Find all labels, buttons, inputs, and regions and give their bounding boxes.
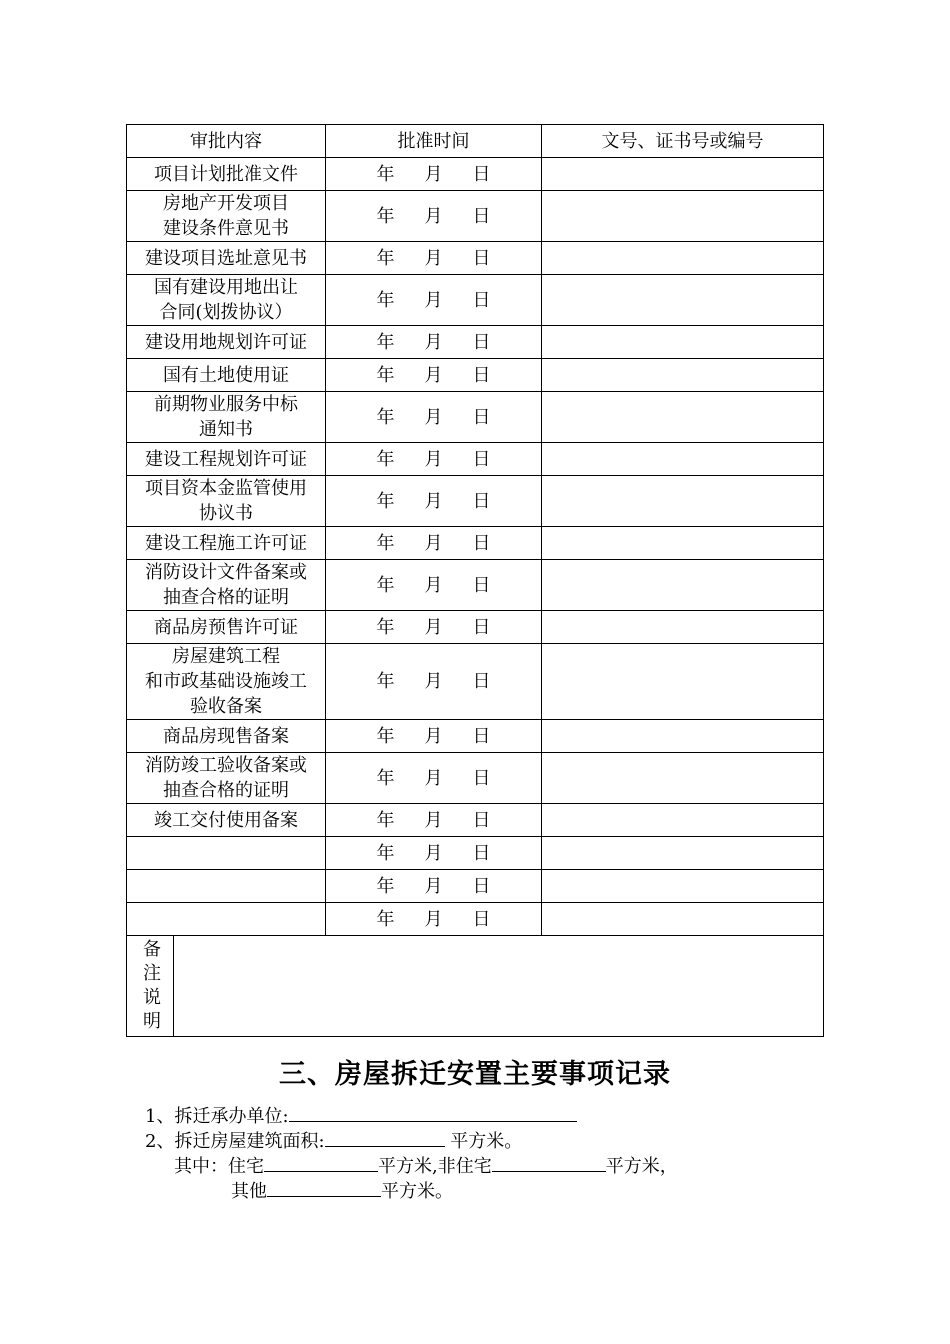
other-area-field[interactable] (267, 1178, 381, 1197)
approval-item-text: 国有建设用地出让 (154, 277, 298, 298)
approval-item-text: 建设用地规划许可证 (145, 331, 307, 353)
date-parts (377, 447, 491, 472)
table-row (127, 870, 824, 903)
date-day-label: 日 (472, 163, 491, 185)
approval-date[interactable] (326, 392, 542, 443)
date-day-label: 日 (472, 490, 491, 512)
document-number-cell[interactable] (542, 527, 824, 560)
date-month-label: 月 (424, 908, 443, 930)
approval-item (127, 870, 326, 903)
date-parts (377, 489, 491, 514)
approval-item-text: 合同(划拨协议） (159, 302, 293, 323)
date-year-label: 年 (376, 842, 395, 864)
date-month-label: 月 (424, 725, 443, 747)
date-day-label: 日 (472, 725, 491, 747)
date-day-label: 日 (472, 875, 491, 897)
approval-date[interactable] (326, 158, 542, 191)
approval-date[interactable] (326, 837, 542, 870)
approval-item-text: 国有土地使用证 (163, 364, 289, 386)
approval-date[interactable] (326, 359, 542, 392)
approval-item (127, 644, 326, 720)
date-month-label: 月 (424, 532, 443, 554)
approval-item-text: 建设工程施工许可证 (145, 532, 307, 554)
document-number-cell[interactable] (542, 359, 824, 392)
document-number-cell[interactable] (542, 158, 824, 191)
table-row (127, 804, 824, 837)
date-day-label: 日 (472, 574, 491, 596)
table-row (127, 753, 824, 804)
remarks-label-char: 备 (143, 939, 161, 960)
document-number-cell[interactable] (542, 720, 824, 753)
date-month-label: 月 (424, 364, 443, 386)
date-day-label: 日 (472, 205, 491, 227)
date-year-label: 年 (376, 247, 395, 269)
date-parts (377, 615, 491, 640)
approval-item-text: 和市政基础设施竣工 (145, 671, 307, 692)
approval-date[interactable] (326, 870, 542, 903)
approval-date[interactable] (326, 527, 542, 560)
approval-item-text: 验收备案 (190, 696, 262, 717)
approval-item-text: 建设条件意见书 (163, 218, 289, 239)
remarks-label-char: 明 (143, 1011, 161, 1032)
approval-item-text: 消防设计文件备案或 (145, 562, 307, 583)
date-day-label: 日 (472, 809, 491, 831)
date-year-label: 年 (376, 574, 395, 596)
date-month-label: 月 (424, 875, 443, 897)
remarks-label (131, 936, 174, 1036)
date-year-label: 年 (376, 364, 395, 386)
approval-date[interactable] (326, 644, 542, 720)
date-parts (377, 363, 491, 388)
date-year-label: 年 (376, 205, 395, 227)
non-residential-unit: 平方米， (605, 1156, 678, 1177)
date-day-label: 日 (472, 616, 491, 638)
document-number-cell[interactable] (542, 326, 824, 359)
document-number-cell[interactable] (542, 870, 824, 903)
approval-item-text: 商品房预售许可证 (154, 616, 298, 638)
date-day-label: 日 (472, 289, 491, 311)
date-year-label: 年 (376, 331, 395, 353)
table-row (127, 158, 824, 191)
date-year-label: 年 (376, 448, 395, 470)
demolition-area-field[interactable] (325, 1128, 445, 1147)
date-parts (377, 405, 491, 430)
document-number-cell[interactable] (542, 191, 824, 242)
table-row (127, 392, 824, 443)
document-number-cell[interactable] (542, 644, 824, 720)
table-row (127, 611, 824, 644)
approval-item (127, 720, 326, 753)
other-label: 其他 (231, 1181, 267, 1202)
document-number-cell[interactable] (542, 242, 824, 275)
approval-item (127, 392, 326, 443)
date-month-label: 月 (424, 247, 443, 269)
table-row (127, 476, 824, 527)
approval-date[interactable] (326, 275, 542, 326)
date-parts (377, 907, 491, 932)
remarks-row (127, 936, 824, 1037)
header-document-number: 文号、证书号或编号 (542, 125, 824, 158)
date-month-label: 月 (424, 842, 443, 864)
date-month-label: 月 (424, 616, 443, 638)
approval-item (127, 326, 326, 359)
date-month-label: 月 (424, 406, 443, 428)
approval-item-text: 项目资本金监管使用 (145, 478, 307, 499)
approval-item (127, 158, 326, 191)
remarks-label-char: 说 (143, 987, 161, 1008)
date-year-label: 年 (376, 725, 395, 747)
document-number-cell[interactable] (542, 560, 824, 611)
table-header-row (127, 125, 824, 158)
table-row (127, 275, 824, 326)
date-parts (377, 162, 491, 187)
approval-table (126, 124, 824, 1037)
date-parts (377, 288, 491, 313)
table-row (127, 903, 824, 936)
table-row (127, 242, 824, 275)
approval-item (127, 359, 326, 392)
date-month-label: 月 (424, 767, 443, 789)
approval-date[interactable] (326, 191, 542, 242)
table-row (127, 720, 824, 753)
date-parts (377, 330, 491, 355)
approval-date[interactable] (326, 443, 542, 476)
document-number-cell[interactable] (542, 804, 824, 837)
date-year-label: 年 (376, 908, 395, 930)
approval-item (127, 753, 326, 804)
table-row (127, 359, 824, 392)
item-demolition-area (145, 1127, 522, 1153)
approval-item-text: 竣工交付使用备案 (154, 809, 298, 831)
approval-item-text: 通知书 (199, 419, 253, 440)
approval-item (127, 611, 326, 644)
item-other (231, 1177, 453, 1203)
date-year-label: 年 (376, 532, 395, 554)
approval-item (127, 560, 326, 611)
table-row (127, 527, 824, 560)
demolition-unit-field[interactable] (289, 1103, 577, 1122)
non-residential-area-field[interactable] (492, 1153, 606, 1172)
date-year-label: 年 (376, 289, 395, 311)
section-title: 三、房屋拆迁安置主要事项记录 (279, 1059, 671, 1090)
date-month-label: 月 (424, 809, 443, 831)
approval-item (127, 275, 326, 326)
other-unit: 平方米。 (381, 1181, 453, 1202)
document-number-cell[interactable] (542, 611, 824, 644)
header-content: 审批内容 (127, 125, 326, 158)
date-parts (377, 204, 491, 229)
approval-item-text: 抽查合格的证明 (163, 587, 289, 608)
residential-area-field[interactable] (264, 1153, 378, 1172)
approval-item (127, 837, 326, 870)
date-month-label: 月 (424, 289, 443, 311)
date-parts (377, 874, 491, 899)
approval-item-text: 商品房现售备案 (163, 725, 289, 747)
item-demolition-unit (145, 1102, 577, 1128)
document-number-cell[interactable] (542, 476, 824, 527)
date-month-label: 月 (424, 163, 443, 185)
approval-date[interactable] (326, 476, 542, 527)
table-row (127, 191, 824, 242)
date-month-label: 月 (424, 331, 443, 353)
document-number-cell[interactable] (542, 443, 824, 476)
approval-date[interactable] (326, 903, 542, 936)
date-year-label: 年 (376, 767, 395, 789)
approval-item (127, 476, 326, 527)
date-year-label: 年 (376, 490, 395, 512)
item-breakdown (174, 1152, 678, 1178)
demolition-area-unit: 平方米。 (450, 1131, 523, 1152)
header-approval-time: 批准时间 (326, 125, 542, 158)
date-day-label: 日 (472, 331, 491, 353)
table-row (127, 644, 824, 720)
approval-item-text: 协议书 (199, 503, 253, 524)
date-parts (377, 766, 491, 791)
approval-date[interactable] (326, 720, 542, 753)
approval-item-text: 消防竣工验收备案或 (145, 755, 307, 776)
date-month-label: 月 (424, 671, 443, 692)
date-day-label: 日 (472, 767, 491, 789)
remarks-cell (127, 936, 824, 1037)
date-day-label: 日 (472, 448, 491, 470)
date-day-label: 日 (472, 908, 491, 930)
document-number-cell[interactable] (542, 753, 824, 804)
date-parts (377, 531, 491, 556)
date-year-label: 年 (376, 163, 395, 185)
date-parts (377, 246, 491, 271)
date-month-label: 月 (424, 490, 443, 512)
date-parts (377, 808, 491, 833)
approval-item (127, 242, 326, 275)
date-year-label: 年 (376, 875, 395, 897)
approval-item (127, 804, 326, 837)
date-year-label: 年 (376, 809, 395, 831)
date-year-label: 年 (376, 671, 395, 692)
date-parts (377, 841, 491, 866)
approval-date[interactable] (326, 560, 542, 611)
date-month-label: 月 (424, 574, 443, 596)
approval-item (127, 527, 326, 560)
document-number-cell[interactable] (542, 903, 824, 936)
approval-item (127, 903, 326, 936)
document-number-cell[interactable] (542, 392, 824, 443)
date-day-label: 日 (472, 406, 491, 428)
date-month-label: 月 (424, 205, 443, 227)
date-month-label: 月 (424, 448, 443, 470)
approval-item-text: 前期物业服务中标 (154, 394, 298, 415)
date-day-label: 日 (472, 671, 491, 692)
document-number-cell[interactable] (542, 275, 824, 326)
date-parts (377, 724, 491, 749)
approval-item-text: 建设工程规划许可证 (145, 448, 307, 470)
date-year-label: 年 (376, 406, 395, 428)
date-parts (377, 669, 491, 694)
date-year-label: 年 (376, 616, 395, 638)
residential-label: 其中：住宅 (174, 1156, 264, 1177)
approval-item (127, 443, 326, 476)
approval-date[interactable] (326, 242, 542, 275)
table-row (127, 560, 824, 611)
date-day-label: 日 (472, 247, 491, 269)
approval-date[interactable] (326, 611, 542, 644)
remarks-label-char: 注 (143, 963, 161, 984)
table-row (127, 326, 824, 359)
approval-date[interactable] (326, 326, 542, 359)
table-row (127, 443, 824, 476)
demolition-area-label: 2、拆迁房屋建筑面积: (145, 1131, 325, 1152)
approval-item-text: 项目计划批准文件 (154, 163, 298, 185)
date-parts (377, 573, 491, 598)
document-number-cell[interactable] (542, 837, 824, 870)
approval-date[interactable] (326, 753, 542, 804)
approval-item (127, 191, 326, 242)
non-residential-label: 平方米,非住宅 (378, 1156, 492, 1177)
approval-item-text: 房屋建筑工程 (172, 646, 280, 667)
approval-item-text: 抽查合格的证明 (163, 780, 289, 801)
date-day-label: 日 (472, 842, 491, 864)
demolition-unit-label: 1、拆迁承办单位: (145, 1106, 289, 1127)
approval-date[interactable] (326, 804, 542, 837)
remarks-field[interactable] (174, 936, 819, 1036)
table-row (127, 837, 824, 870)
approval-item-text: 建设项目选址意见书 (145, 247, 307, 269)
date-day-label: 日 (472, 532, 491, 554)
approval-item-text: 房地产开发项目 (163, 193, 289, 214)
date-day-label: 日 (472, 364, 491, 386)
